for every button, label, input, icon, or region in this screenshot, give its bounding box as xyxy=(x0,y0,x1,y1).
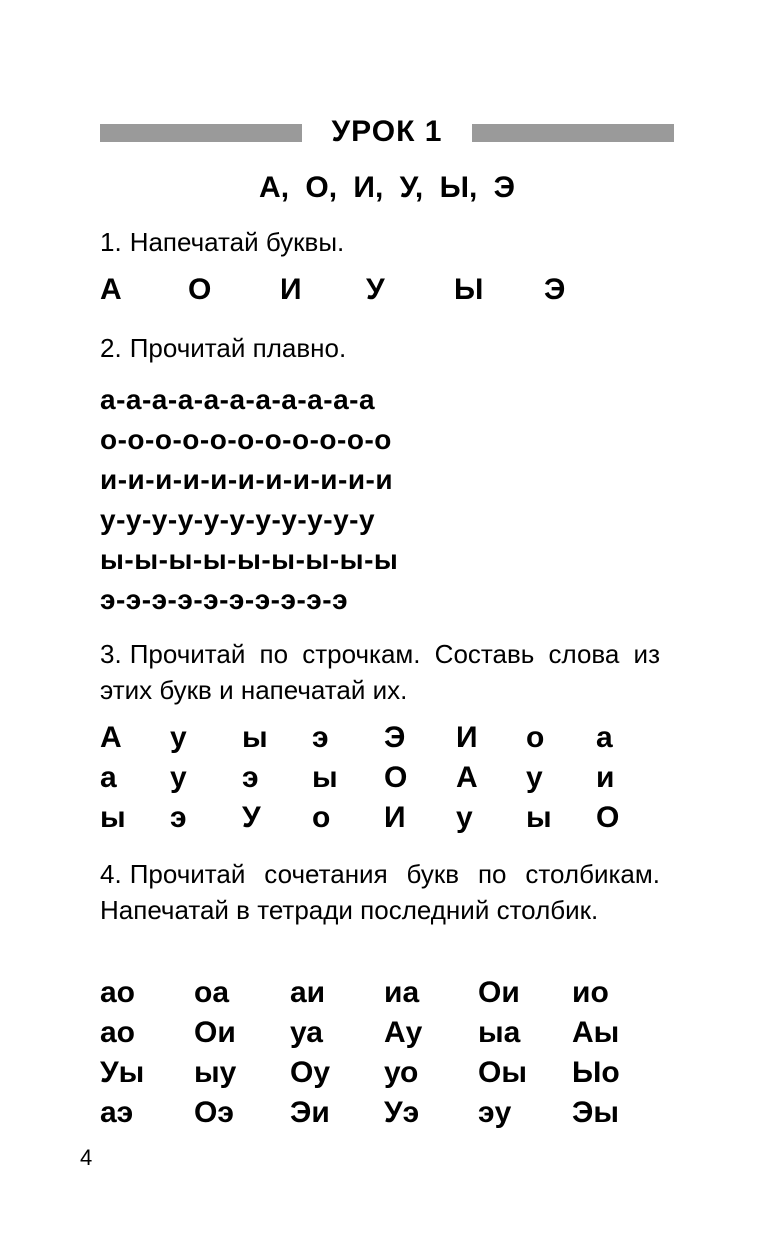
syllable-cell: Оы xyxy=(478,1056,527,1089)
task-text: Напечатай буквы. xyxy=(129,227,345,257)
syllable-cell: аэ xyxy=(100,1096,134,1129)
syllable-cell: эу xyxy=(478,1096,512,1129)
drill-line: э-э-э-э-э-э-э-э-э-э xyxy=(100,584,349,615)
header-bar-right xyxy=(472,124,674,142)
syllable-cell: ио xyxy=(572,976,609,1009)
task-text: Прочитай плавно. xyxy=(129,333,347,363)
syllable-cell: Ои xyxy=(478,976,520,1009)
letter: Ы xyxy=(454,273,484,306)
letter: И xyxy=(280,273,302,306)
letter-cell: ы xyxy=(100,801,126,834)
letter-cell: О xyxy=(596,801,620,834)
syllable-cell: оа xyxy=(194,976,230,1009)
page-number: 4 xyxy=(80,1145,93,1170)
letter: Э xyxy=(544,273,566,306)
task-3-instruction xyxy=(100,636,660,708)
task-text: Прочитай по строчкам. Составь слова из этих букв и напечатай их. xyxy=(100,639,660,705)
letter-cell: о xyxy=(526,721,545,754)
syllable-cell: уо xyxy=(384,1056,419,1089)
lesson-header xyxy=(100,112,674,152)
letter-cell: у xyxy=(170,761,187,794)
letter-cell: о xyxy=(312,801,331,834)
syllable-row xyxy=(100,1053,640,1093)
lesson-title: УРОК 1 xyxy=(331,115,443,148)
letter-cell: ы xyxy=(526,801,552,834)
task-number: 1. xyxy=(100,227,122,257)
letter-cell: У xyxy=(242,801,261,834)
task-1-instruction xyxy=(100,224,660,260)
letter-cell: А xyxy=(100,721,122,754)
letter-cell: И xyxy=(456,721,478,754)
task-1-letters xyxy=(100,270,580,310)
letter-cell: у xyxy=(170,721,187,754)
letter-cell: э xyxy=(312,721,329,754)
letter-cell: ы xyxy=(242,721,268,754)
letter-cell: А xyxy=(456,761,478,794)
letter: У xyxy=(366,273,385,306)
syllable-cell: аи xyxy=(290,976,326,1009)
drill-line: и-и-и-и-и-и-и-и-и-и-и xyxy=(100,464,394,495)
letter-cell: у xyxy=(526,761,543,794)
task-number: 2. xyxy=(100,333,122,363)
task-text: Прочитай сочетания букв по столбикам. Напечатай в тетради последний столбик. xyxy=(100,859,660,925)
syllable-row xyxy=(100,1093,640,1133)
syllable-cell: Эи xyxy=(290,1096,330,1129)
letter-cell: Э xyxy=(384,721,406,754)
letter-cell: у xyxy=(456,801,473,834)
reading-drill xyxy=(100,380,398,620)
header-bar-left xyxy=(100,124,302,142)
syllable-cell: ао xyxy=(100,1016,136,1049)
drill-line: ы-ы-ы-ы-ы-ы-ы-ы-ы xyxy=(100,544,399,575)
letter-cell: О xyxy=(384,761,408,794)
letter-cell: э xyxy=(242,761,259,794)
syllable-cell: ыу xyxy=(194,1056,237,1089)
task-number: 3. xyxy=(100,639,122,669)
task-2-instruction xyxy=(100,330,660,366)
drill-line: у-у-у-у-у-у-у-у-у-у-у xyxy=(100,504,376,535)
syllable-cell: Эы xyxy=(572,1096,619,1129)
letter-cell: и xyxy=(596,761,615,794)
syllable-cell: Оэ xyxy=(194,1096,234,1129)
syllable-cell: Аы xyxy=(572,1016,620,1049)
syllable-cell: иа xyxy=(384,976,420,1009)
task-4-instruction xyxy=(100,856,660,928)
syllable-row xyxy=(100,973,640,1013)
letter-row xyxy=(100,798,640,838)
lesson-letters: А, О, И, У, Ы, Э xyxy=(259,171,515,204)
syllable-cell: Оу xyxy=(290,1056,331,1089)
letter-cell: а xyxy=(100,761,117,794)
letter-cell: И xyxy=(384,801,406,834)
letter-cell: э xyxy=(170,801,187,834)
letter-cell: ы xyxy=(312,761,338,794)
syllable-cell: Уэ xyxy=(384,1096,420,1129)
drill-line: о-о-о-о-о-о-о-о-о-о-о xyxy=(100,424,392,455)
task-3-letter-grid xyxy=(100,718,640,838)
task-4-syllable-grid xyxy=(100,973,640,1133)
syllable-cell: уа xyxy=(290,1016,323,1049)
drill-line: а-а-а-а-а-а-а-а-а-а-а xyxy=(100,384,376,415)
task-number: 4. xyxy=(100,859,122,889)
syllable-cell: Ыо xyxy=(572,1056,620,1089)
syllable-cell: Ау xyxy=(384,1016,423,1049)
letter: А xyxy=(100,273,122,306)
syllable-cell: ао xyxy=(100,976,136,1009)
letter-row xyxy=(100,758,640,798)
syllable-cell: Уы xyxy=(100,1056,145,1089)
letter: О xyxy=(188,273,212,306)
syllable-cell: ыа xyxy=(478,1016,521,1049)
letter-cell: а xyxy=(596,721,613,754)
syllable-row xyxy=(100,1013,640,1053)
letter-row xyxy=(100,718,640,758)
syllable-cell: Ои xyxy=(194,1016,236,1049)
